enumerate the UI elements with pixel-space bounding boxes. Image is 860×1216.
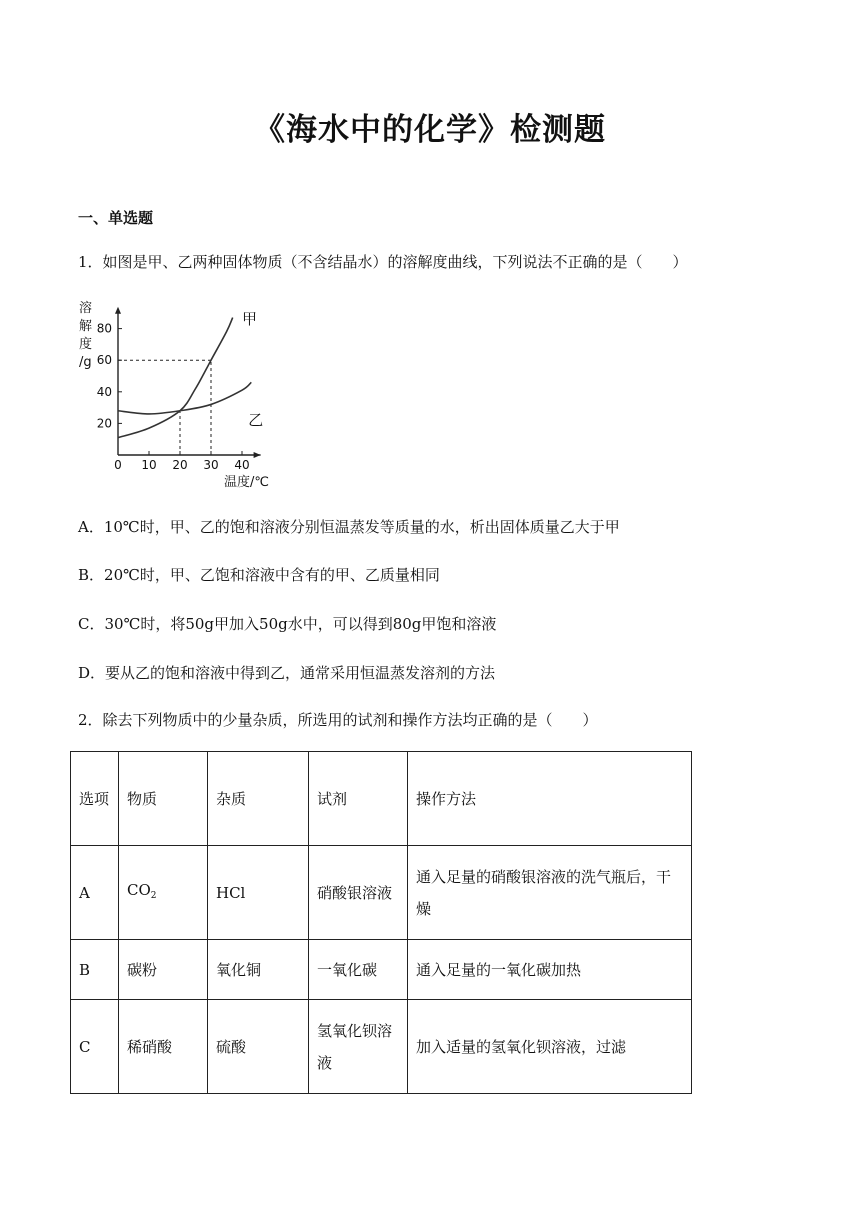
option-d: D．要从乙的饱和溶液中得到乙，通常采用恒温蒸发溶剂的方法 xyxy=(78,664,496,682)
series-line-yi xyxy=(118,382,251,414)
option-a: A．10℃时，甲、乙的饱和溶液分别恒温蒸发等质量的水，析出固体质量乙大于甲 xyxy=(78,518,620,536)
y-tick-label: 20 xyxy=(96,416,112,431)
table-header-cell: 物质 xyxy=(119,752,208,846)
formula-subscript: 2 xyxy=(150,890,157,901)
x-tick-label: 0 xyxy=(114,458,122,472)
table-header-cell: 操作方法 xyxy=(408,752,692,846)
table-cell: C xyxy=(71,1000,119,1094)
x-axis-arrow xyxy=(254,452,261,458)
x-tick-label: 10 xyxy=(141,458,157,472)
table-cell: 碳粉 xyxy=(119,940,208,1000)
question-1-stem: 1．如图是甲、乙两种固体物质（不含结晶水）的溶解度曲线，下列说法不正确的是（ ） xyxy=(78,253,688,271)
x-tick-label: 20 xyxy=(172,458,188,472)
table-row xyxy=(71,1000,692,1094)
question-2-stem: 2．除去下列物质中的少量杂质，所选用的试剂和操作方法均正确的是（ ） xyxy=(78,711,598,729)
table-cell: 硝酸银溶液 xyxy=(309,846,408,940)
answer-table xyxy=(70,751,692,1094)
option-c: C．30℃时，将50g甲加入50g水中，可以得到80g甲饱和溶液 xyxy=(78,615,497,633)
table-cell: 一氧化碳 xyxy=(309,940,408,1000)
table-cell: 稀硝酸 xyxy=(119,1000,208,1094)
series-line-jia xyxy=(118,318,233,438)
x-tick-label: 40 xyxy=(234,458,250,472)
y-axis-label: 度 xyxy=(79,337,93,352)
series-label: 乙 xyxy=(248,410,264,429)
table-cell xyxy=(119,846,208,940)
table-cell: 氢氧化钡溶液 xyxy=(309,1000,408,1094)
y-axis-label: 溶 xyxy=(79,301,93,316)
table-header-cell: 试剂 xyxy=(309,752,408,846)
y-axis-arrow xyxy=(115,307,121,314)
table-header-cell: 杂质 xyxy=(208,752,309,846)
solubility-chart-svg xyxy=(74,296,294,492)
table-cell: 通入足量的硝酸银溶液的洗气瓶后，干燥 xyxy=(408,846,692,940)
series-label: 甲 xyxy=(242,309,258,328)
y-axis-label: /g xyxy=(79,355,92,370)
option-b: B．20℃时，甲、乙饱和溶液中含有的甲、乙质量相同 xyxy=(78,566,440,584)
x-tick-label: 30 xyxy=(203,458,219,472)
table-cell: A xyxy=(71,846,119,940)
table-row xyxy=(71,940,692,1000)
section-heading: 一、单选题 xyxy=(78,209,154,227)
y-tick-label: 80 xyxy=(96,321,112,336)
table-header-cell: 选项 xyxy=(71,752,119,846)
table-cell: B xyxy=(71,940,119,1000)
y-axis-label: 解 xyxy=(79,319,93,334)
y-tick-label: 40 xyxy=(96,384,112,399)
table-cell: 加入适量的氢氧化钡溶液，过滤 xyxy=(408,1000,692,1094)
y-tick-label: 60 xyxy=(96,353,112,368)
table-header-row xyxy=(71,752,692,846)
table-cell: HCl xyxy=(208,846,309,940)
table-row xyxy=(71,846,692,940)
formula-text: CO xyxy=(127,880,151,899)
x-axis-label: 温度/℃ xyxy=(224,475,269,490)
page-title: 《海水中的化学》检测题 xyxy=(254,112,606,148)
solubility-chart xyxy=(74,296,294,492)
table-cell: 硫酸 xyxy=(208,1000,309,1094)
table-cell: 通入足量的一氧化碳加热 xyxy=(408,940,692,1000)
table-cell: 氧化铜 xyxy=(208,940,309,1000)
